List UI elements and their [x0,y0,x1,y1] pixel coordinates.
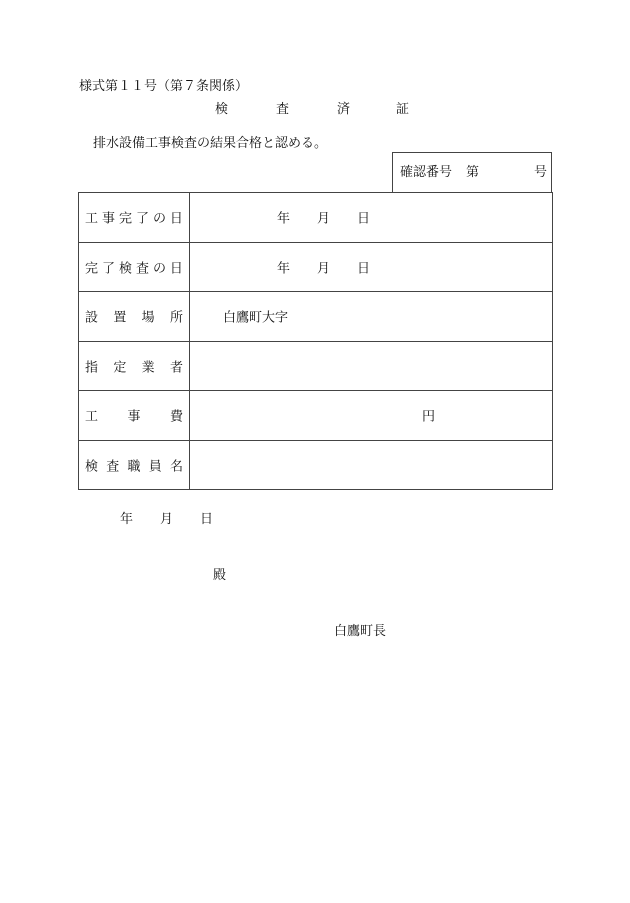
label-char: 事 [127,409,141,425]
table-row-inspector [79,440,553,490]
label-char: 完 [118,211,132,227]
label-char: 置 [113,310,127,326]
label-char: 了 [101,261,115,277]
table-row-inspection-date [79,242,553,292]
completion-date-field[interactable] [190,193,553,243]
location-field[interactable] [190,292,553,342]
label-char: 所 [169,310,183,326]
issue-date [0,512,630,528]
label-char: 職 [127,459,141,475]
label-char: 設 [85,310,99,326]
label-char: の [152,261,166,277]
label-char: 日 [169,261,183,277]
table-row-construction-cost [79,391,553,441]
title-char: 検 [215,102,229,117]
year-label: 年 [120,512,134,527]
table-row-contractor [79,341,553,391]
row-label [79,292,190,342]
month-label: 月 [160,512,174,527]
label-char: 了 [135,211,149,227]
label-char: 事 [101,211,115,227]
label-char: 工 [85,211,99,227]
month-label: 月 [317,261,331,277]
day-label: 日 [200,512,214,527]
label-char: 工 [85,409,99,425]
inspection-date-field[interactable] [190,242,553,292]
issuer-name: 白鷹町長 [334,624,387,639]
confirmation-dai: 第 [466,165,480,180]
label-char: 完 [85,261,99,277]
year-label: 年 [277,211,291,227]
label-char: 査 [135,261,149,277]
yen-unit: 円 [422,409,436,425]
label-char: 検 [118,261,132,277]
row-label [79,242,190,292]
inspector-field[interactable] [190,440,553,490]
year-label: 年 [277,261,291,277]
confirmation-go: 号 [534,165,548,180]
label-char: の [152,211,166,227]
row-label [79,440,190,490]
month-label: 月 [317,211,331,227]
label-char: 費 [169,409,183,425]
construction-cost-field[interactable] [190,391,553,441]
label-char: 定 [113,360,127,376]
title-char: 済 [337,102,351,117]
label-char: 指 [85,360,99,376]
table-row-completion-date [79,193,553,243]
label-char: 場 [141,310,155,326]
label-char: 検 [85,459,99,475]
label-char: 者 [169,360,183,376]
day-label: 日 [357,211,371,227]
table-row-location [79,292,553,342]
label-char: 業 [141,360,155,376]
document-title [0,98,630,117]
confirmation-number-box [392,152,552,192]
form-number: 様式第１１号（第７条関係） [79,79,249,94]
label-char: 名 [169,459,183,475]
location-value: 白鷹町大字 [223,310,289,326]
row-label [79,341,190,391]
title-char: 査 [276,102,290,117]
label-char: 員 [148,459,162,475]
approval-statement: 排水設備工事検査の結果合格と認める。 [93,136,328,151]
inspection-table [78,192,553,490]
title-char: 証 [396,102,410,117]
contractor-field[interactable] [190,341,553,391]
confirmation-label: 確認番号 [400,165,453,180]
addressee-suffix: 殿 [213,568,227,583]
label-char: 日 [169,211,183,227]
row-label [79,193,190,243]
row-label [79,391,190,441]
label-char: 査 [106,459,120,475]
day-label: 日 [357,261,371,277]
